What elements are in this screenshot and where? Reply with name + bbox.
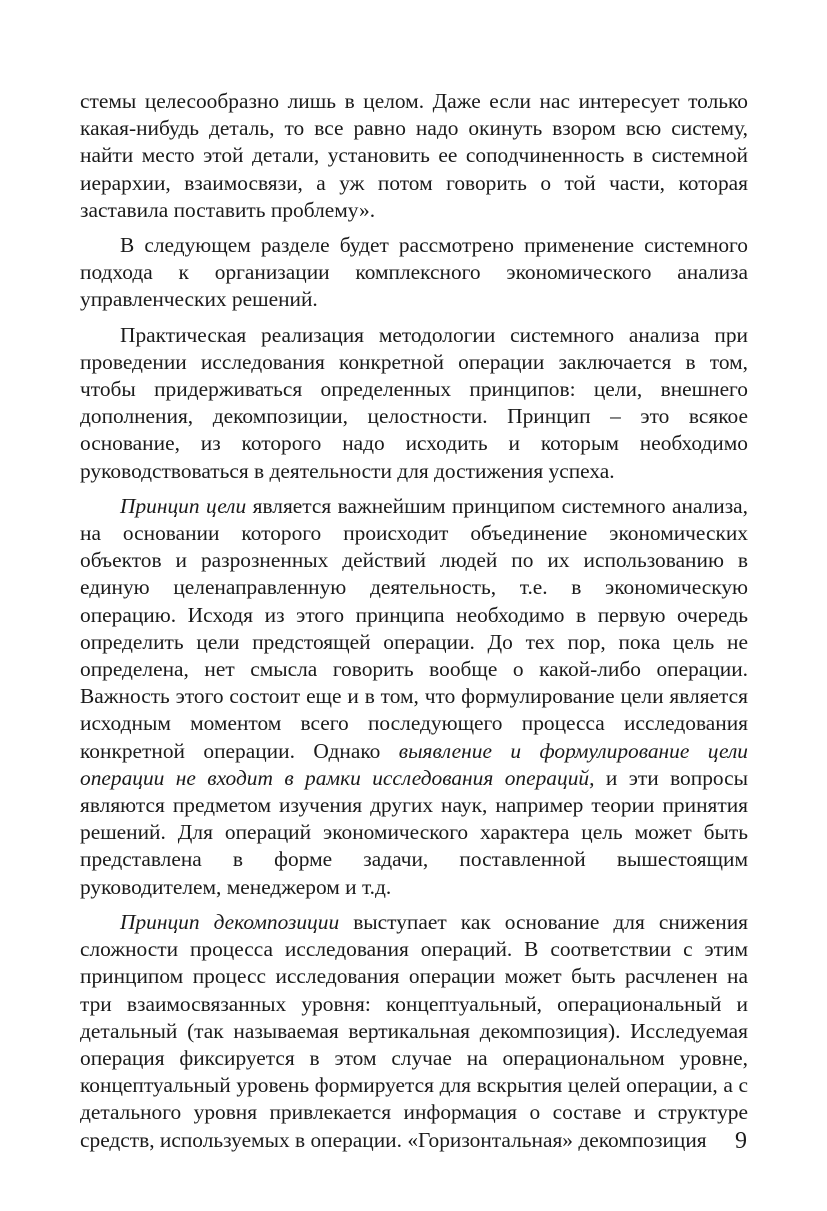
term-goal-principle: Принцип цели xyxy=(120,493,247,518)
goal-principle-text-b: и эти вопросы являются предметом изучения других наук, например теории принятия решений. Для операций экономического характера цель может быть представлена в форме задачи, поставленной вышестоящим руководителем, менеджером и т.д. xyxy=(80,765,748,899)
term-decomposition-principle: Принцип декомпозиции xyxy=(120,909,340,934)
page-number: 9 xyxy=(735,1128,747,1154)
decomposition-principle-text: выступает как основание для снижения сложности процесса исследования операций. В соответствии с этим принципом процесс исследования операции может быть расчленен на три взаимосвязанных уровня: концептуальный, операциональный и детальный (так называемая вертикальная декомпозиция). Исследуемая операция фиксируется в этом случае на операциональном уровне, концептуальный уровень формируется для вскрытия целей операции, а с детального уровня привлекается информация о составе и структуре средств, используемых в операции. «Горизонтальная» декомпозиция xyxy=(80,909,749,1152)
paragraph-next-section: В следующем разделе будет рассмотрено применение системного подхода к организации комплексного экономического анализа управленческих решений. xyxy=(80,233,748,312)
goal-principle-text-a: является важнейшим принципом системного анализа, на основании которого происходит объединение экономических объектов и разрозненных действий людей по их использованию в единую целенаправленную деятельность, т.е. в экономическую операцию. Исходя из этого принципа необходимо в первую очередь определить цели предстоящей операции. До тех пор, пока цель не определена, нет смысла говорить вообще о какой-либо операции. Важность этого состоит еще и в том, что формулирование цели является исходным моментом всего последующего процесса исследования конкретной операции. Однако xyxy=(80,493,748,763)
paragraph-goal-principle xyxy=(80,493,748,901)
paragraph-methodology: Практическая реализация методологии системного анализа при проведении исследования конкретной операции заключается в том, чтобы придерживаться определенных принципов: цели, внешнего дополнения, декомпозиции, целостности. Принцип – это всякое основание, из которого надо исходить и которым необходимо руководствоваться в деятельности для достижения успеха. xyxy=(80,322,748,483)
paragraph-continuation: стемы целесообразно лишь в целом. Даже если нас интересует только какая-нибудь деталь, то все равно надо окинуть взором всю систему, найти место этой детали, установить ее соподчиненность в системной иерархии, взаимосвязи, а уж потом говорить о той части, которая заставила поставить проблему». xyxy=(80,89,748,222)
page-body xyxy=(80,88,748,1162)
paragraph-decomposition-principle xyxy=(80,909,748,1154)
goal-principle-emphasis: выявление и формулирование цели операции не входит в рамки исследования операций, xyxy=(80,738,748,790)
